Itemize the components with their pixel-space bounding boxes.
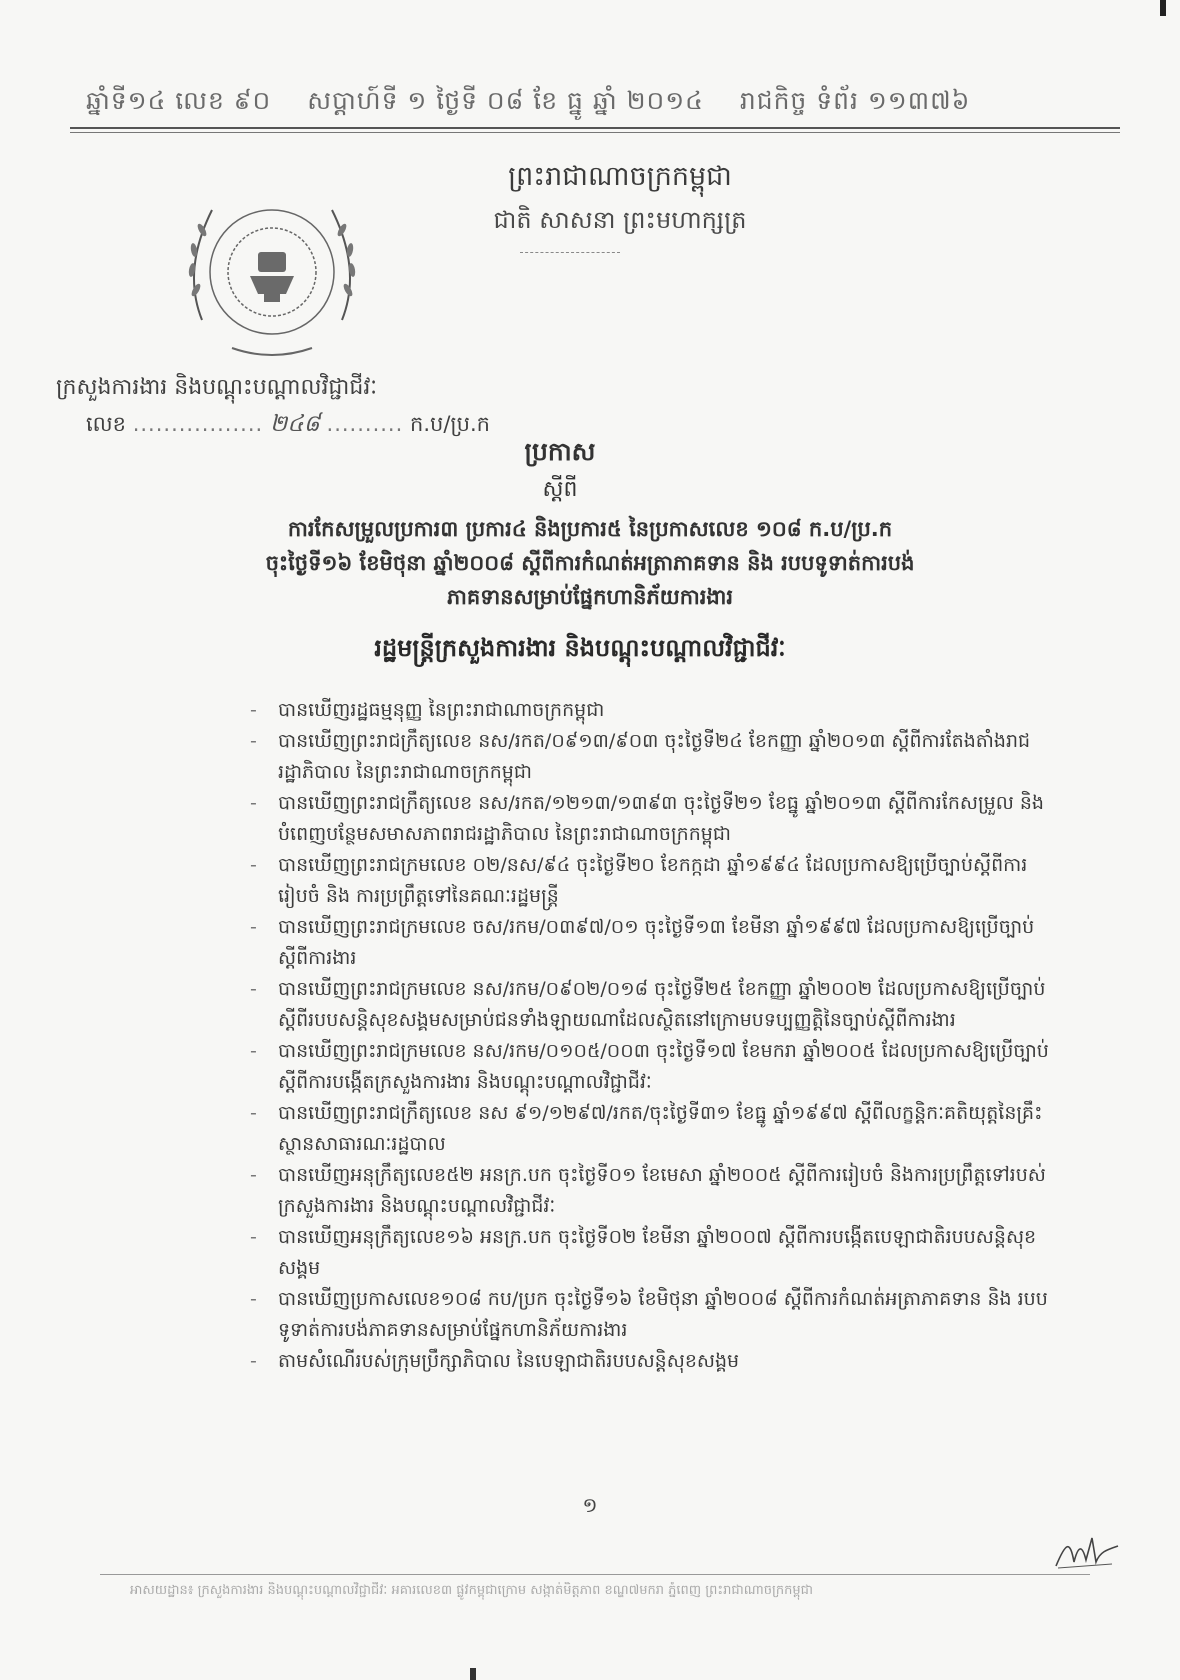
- preamble-clause: - បានឃើញព្រះរាជក្រឹត្យលេខ នស ៩១/១២៩៧/រកត/ចុះថ្ងៃទី៣១ ខែធ្នូ ឆ្នាំ១៩៩៧ ស្តីពីលក្ខន្តិកៈគតិយុត្តនៃគ្រឹះស្ថានសាធារណៈរដ្ឋបាល: [270, 1098, 1050, 1160]
- reference-label: លេខ: [86, 412, 126, 436]
- preamble-clause: - បានឃើញព្រះរាជក្រមលេខ នស/រកម/០៩០២/០១៨ ចុះថ្ងៃទី២៥ ខែកញ្ញា ឆ្នាំ២០០២ ដែលប្រកាសឱ្យប្រើច្បាប់ស្តីពីរបបសន្តិសុខសង្គមសម្រាប់ជនទាំងឡាយណាដែលស្ថិតនៅក្រោមបទប្បញ្ញត្តិនៃច្បាប់ស្តីពីការងារ: [270, 974, 1050, 1036]
- scan-mark: [1160, 0, 1166, 16]
- gazette-week: សប្តាហ៍ទី ១ ថ្ងៃទី ០៨ ខែ ធ្នូ ឆ្នាំ ២០១៤: [307, 86, 704, 115]
- preamble-clause: - បានឃើញព្រះរាជក្រមលេខ ០២/នស/៩៤ ចុះថ្ងៃទី២០ ខែកក្កដា ឆ្នាំ១៩៩៤ ដែលប្រកាសឱ្យប្រើច្បាប់ស្តីពីការរៀបចំ និង ការប្រព្រឹត្តទៅនៃគណៈរដ្ឋមន្ត្រី: [270, 850, 1050, 912]
- header-rule-thin: [70, 132, 1120, 133]
- reference-leader: .................: [132, 412, 264, 436]
- gazette-year: ឆ្នាំទី១៤ លេខ ៩០: [86, 86, 272, 115]
- preamble-clause: - បានឃើញព្រះរាជក្រមលេខ នស/រកម/០១០៥/០០៣ ចុះថ្ងៃទី១៧ ខែមករា ឆ្នាំ២០០៥ ដែលប្រកាសឱ្យប្រើច្បាប់ស្តីពីការបង្កើតក្រសួងការងារ និងបណ្តុះបណ្តាលវិជ្ជាជីវៈ: [270, 1036, 1050, 1098]
- document-subject: [100, 512, 1080, 614]
- reference-leader-2: ..........: [326, 412, 404, 436]
- preamble-list: [270, 695, 1050, 1377]
- subject-line: ភាគទានសម្រាប់ផ្នែកហានិភ័យការងារ: [446, 585, 734, 609]
- reference-number: [86, 410, 506, 443]
- issuing-ministry: ក្រសួងការងារ និងបណ្តុះបណ្តាលវិជ្ជាជីវៈ: [56, 375, 378, 400]
- reference-value: ២៤៨: [269, 411, 320, 437]
- footer-address: អាសយដ្ឋាន៖ ក្រសួងការងារ និងបណ្តុះបណ្តាលវិជ្ជាជីវៈ អគារលេខ៣ ផ្លូវកម្ពុជាក្រោម សង្កាត់មិត្តភាព ខណ្ឌ៧មករា ភ្នំពេញ ព្រះរាជាណាចក្រកម្ពុជា: [130, 1583, 814, 1598]
- ministry-emblem-icon: [172, 180, 372, 365]
- preamble-clause: - តាមសំណើរបស់ក្រុមប្រឹក្សាភិបាល នៃបេឡាជាតិរបបសន្តិសុខសង្គម: [270, 1346, 1050, 1377]
- preamble-clause: - បានឃើញព្រះរាជក្រឹត្យលេខ នស/រកត/០៩១៣/៩០៣ ចុះថ្ងៃទី២៤ ខែកញ្ញា ឆ្នាំ២០១៣ ស្តីពីការតែងតាំងរាជរដ្ឋាភិបាល នៃព្រះរាជាណាចក្រកម្ពុជា: [270, 726, 1050, 788]
- preamble-clause: - បានឃើញព្រះរាជក្រឹត្យលេខ នស/រកត/១២១៣/១៣៩៣ ចុះថ្ងៃទី២១ ខែធ្នូ ឆ្នាំ២០១៣ ស្តីពីការកែសម្រួល និងបំពេញបន្ថែមសមាសភាពរាជរដ្ឋាភិបាល នៃព្រះរាជាណាចក្រកម្ពុជា: [270, 788, 1050, 850]
- subject-line: ចុះថ្ងៃទី១៦ ខែមិថុនា ឆ្នាំ២០០៨ ស្តីពីការកំណត់អត្រាភាគទាន និង របបទូទាត់ការបង់: [265, 551, 915, 575]
- reference-suffix: ក.ប/ប្រ.ក: [409, 412, 490, 436]
- preamble-clause: - បានឃើញព្រះរាជក្រមលេខ ចស/រកម/០៣៩៧/០១ ចុះថ្ងៃទី១៣ ខែមីនា ឆ្នាំ១៩៩៧ ដែលប្រកាសឱ្យប្រើច្បាប់ស្តីពីការងារ: [270, 912, 1050, 974]
- document-title: ប្រកាស: [524, 437, 596, 466]
- kingdom-title: ព្រះរាជាណាចក្រកម្ពុជា: [508, 161, 732, 192]
- preamble-clause: - បានឃើញអនុក្រឹត្យលេខ១៦ អនក្រ.បក ចុះថ្ងៃទី០២ ខែមីនា ឆ្នាំ២០០៧ ស្តីពីការបង្កើតបេឡាជាតិរបបសន្តិសុខសង្គម: [270, 1222, 1050, 1284]
- scan-mark-bottom: [470, 1668, 476, 1680]
- initials-signature-icon: [1052, 1532, 1122, 1572]
- subject-line: ការកែសម្រួលប្រការ៣ ប្រការ៤ និងប្រការ៥ នៃប្រកាសលេខ ១០៨ ក.ប/ប្រ.ក: [287, 517, 893, 541]
- minister-heading: រដ្ឋមន្ត្រីក្រសួងការងារ និងបណ្តុះបណ្តាលវិជ្ជាជីវៈ: [374, 634, 786, 662]
- gazette-header: [86, 86, 1101, 122]
- preamble-clause: - បានឃើញអនុក្រឹត្យលេខ៥២ អនក្រ.បក ចុះថ្ងៃទី០១ ខែមេសា ឆ្នាំ២០០៥ ស្តីពីការរៀបចំ និងការប្រព្រឹត្តទៅរបស់ក្រសួងការងារ និងបណ្តុះបណ្តាលវិជ្ជាជីវៈ: [270, 1160, 1050, 1222]
- national-motto: ជាតិ សាសនា ព្រះមហាក្សត្រ: [493, 206, 747, 234]
- header-rule: [70, 127, 1120, 129]
- document-about: ស្តីពី: [542, 477, 578, 502]
- page-number: ១: [582, 1493, 598, 1517]
- preamble-clause: - បានឃើញរដ្ឋធម្មនុញ្ញ នៃព្រះរាជាណាចក្រកម្ពុជា: [270, 695, 1050, 726]
- preamble-clause: - បានឃើញប្រកាសលេខ១០៨ កប/ប្រក ចុះថ្ងៃទី១៦ ខែមិថុនា ឆ្នាំ២០០៨ ស្តីពីការកំណត់អត្រាភាគទាន និង របបទូទាត់ការបង់ភាគទានសម្រាប់ផ្នែកហានិភ័យការងារ: [270, 1284, 1050, 1346]
- footer-rule: [100, 1574, 1090, 1575]
- gazette-page: រាជកិច្ច ទំព័រ ១១៣៧៦: [739, 86, 971, 115]
- motto-divider: [520, 252, 620, 253]
